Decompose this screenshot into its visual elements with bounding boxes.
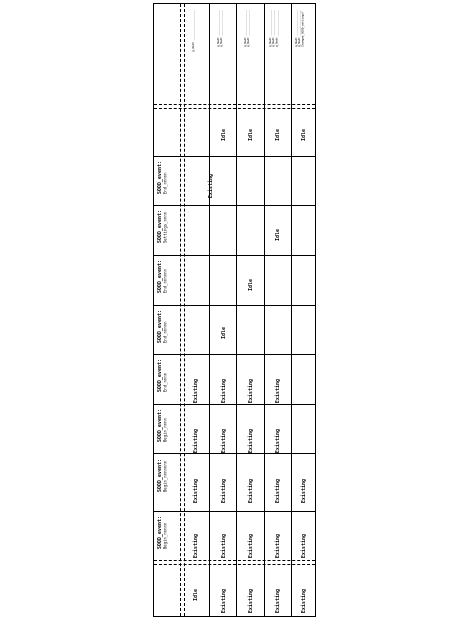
row-divider [236,4,237,616]
table-cell: Idle [275,129,281,142]
row-notes: g_Nsdt ________________ g_Nsdt ________________ Changed_SOOD_settings? [294,10,305,47]
column-header: SOOD_event: Begin_nnnnn [157,516,168,550]
table-cell: Existing [248,534,254,559]
column-header: SOOD_event: Begin_nnnnnnn [157,459,168,493]
row-divider [209,4,210,616]
row-state: Existing [221,589,227,614]
table-cell: Existing [221,379,227,404]
column-header: SOOD_event: Begin_nnnn [157,409,168,443]
table-cell: Existing [275,429,281,454]
row-notes: g_Nsdt ________________ g_Nsdt ________________ g_Nsdt ________________ [268,10,279,47]
table-cell: Existing [275,479,281,504]
table-cell: Existing [208,174,214,199]
row-notes: g_Nsdt ________________ g_Nsdt ________________ [216,10,224,47]
table-cell: Existing [193,479,199,504]
table-cell: Existing [248,429,254,454]
column-header: SOOD_event: Settings_nnnn [157,210,168,244]
table-cell: Idle [221,129,227,142]
header-col-divider [180,4,181,616]
row-divider [291,4,292,616]
table-cell: Idle [248,279,254,292]
table-cell: Existing [248,479,254,504]
column-header: SOOD_event: End_nnnnn [157,310,168,344]
table-cell: Idle [301,129,307,142]
table-cell: Existing [193,429,199,454]
row-state: Existing [248,589,254,614]
row-notes: g_Nsdt ___________________ [191,10,195,52]
column-header: SOOD_event: End_nnnnn [157,161,168,195]
column-header: SOOD_event: End_nnnn [157,359,168,393]
table-cell: Existing [301,534,307,559]
table-cell: Existing [221,479,227,504]
table-cell: Existing [301,479,307,504]
header-col-divider2 [184,4,185,616]
table-cell: Existing [221,429,227,454]
state-transition-table [153,3,316,617]
table-cell: Existing [193,534,199,559]
table-cell: Idle [275,229,281,242]
row-notes: g_Nsdt ________________ g_Nsdt ________________ [243,10,251,47]
row-state: Idle [193,589,199,602]
row-state: Existing [275,589,281,614]
table-cell: Existing [248,379,254,404]
table-cell: Idle [248,129,254,142]
table-cell: Existing [275,379,281,404]
row-divider [264,4,265,616]
table-cell: Idle [221,327,227,340]
column-header: SOOD_event: End_nnnnnn [157,260,168,294]
table-cell: Existing [275,534,281,559]
table-cell: Existing [221,534,227,559]
table-cell: Existing [193,379,199,404]
row-state: Existing [301,589,307,614]
